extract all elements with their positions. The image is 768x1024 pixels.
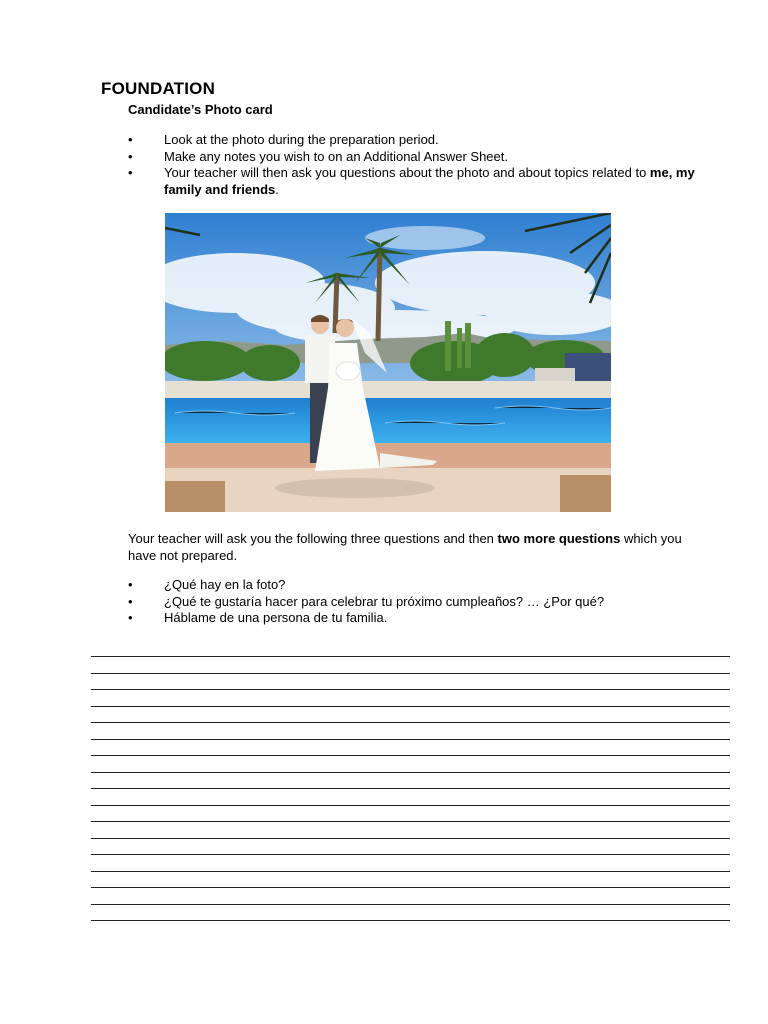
answer-lines — [91, 656, 730, 937]
answer-line[interactable] — [91, 739, 730, 756]
answer-line[interactable] — [91, 788, 730, 805]
page-subtitle: Candidate’s Photo card — [128, 102, 273, 117]
answer-line[interactable] — [91, 706, 730, 723]
answer-line[interactable] — [91, 656, 730, 673]
instruction-item: • Make any notes you wish to on an Additional Answer Sheet. — [128, 149, 708, 166]
answer-line[interactable] — [91, 755, 730, 772]
answer-line[interactable] — [91, 689, 730, 706]
questions-intro-bold: two more questions — [497, 531, 621, 546]
answer-line[interactable] — [91, 673, 730, 690]
questions-intro-text: Your teacher will ask you the following three questions and then — [128, 531, 498, 546]
answer-line[interactable] — [91, 871, 730, 888]
answer-line[interactable] — [91, 722, 730, 739]
instruction-item: • Look at the photo during the preparation period. — [128, 132, 708, 149]
questions-intro-end: which you have not prepared. — [128, 531, 682, 563]
answer-line[interactable] — [91, 772, 730, 789]
answer-line[interactable] — [91, 805, 730, 822]
instruction-text: Your teacher will then ask you questions about the photo and about topics related to — [164, 165, 650, 180]
question-list — [128, 577, 708, 627]
instruction-end: . — [275, 181, 279, 197]
answer-line[interactable] — [91, 920, 730, 937]
answer-line[interactable] — [91, 887, 730, 904]
answer-line[interactable] — [91, 904, 730, 921]
instruction-list — [128, 132, 708, 198]
questions-intro — [128, 530, 688, 564]
answer-line[interactable] — [91, 838, 730, 855]
question-item: • ¿Qué hay en la foto? — [128, 577, 708, 594]
wedding-photo — [165, 213, 611, 512]
question-item: • ¿Qué te gustaría hacer para celebrar tu próximo cumpleaños? … ¿Por qué? — [128, 594, 708, 611]
answer-line[interactable] — [91, 821, 730, 838]
instruction-topic: me, my family and friends — [164, 165, 695, 197]
instruction-item — [128, 165, 708, 198]
page-title: FOUNDATION — [101, 79, 216, 98]
question-item: • Háblame de una persona de tu familia. — [128, 610, 708, 627]
answer-line[interactable] — [91, 854, 730, 871]
